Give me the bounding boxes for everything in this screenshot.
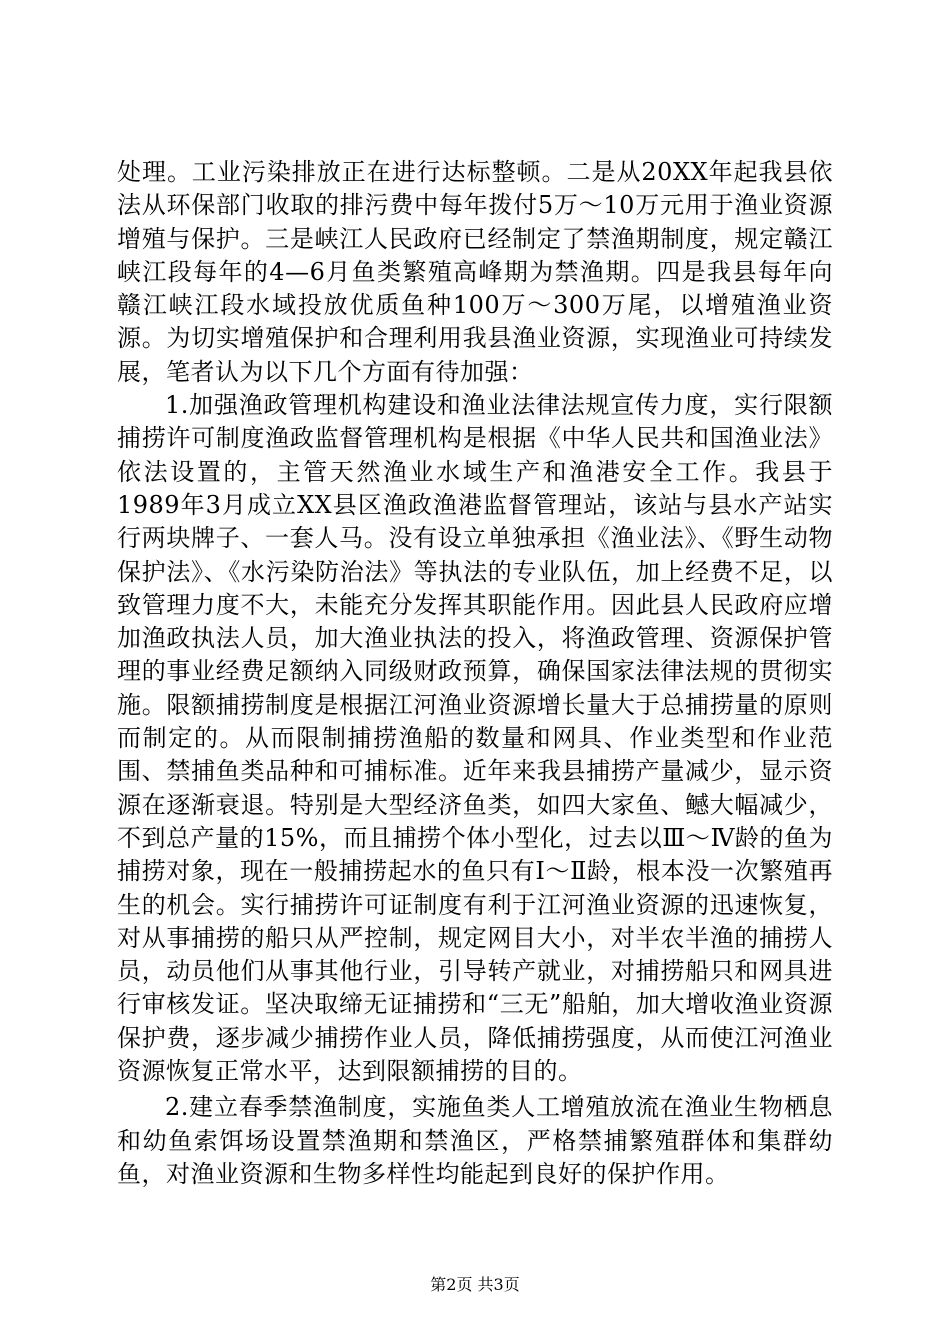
paragraph-item-2: 2.建立春季禁渔制度，实施鱼类人工增殖放流在渔业生物栖息和幼鱼索饵场设置禁渔期和禁渔区，严格禁捕繁殖群体和集群幼鱼，对渔业资源和生物多样性均能起到良好的保护作用。 [117,1093,833,1188]
page-number: 第2页 共3页 [430,1275,520,1294]
paragraph-continuation: 处理。工业污染排放正在进行达标整顿。二是从20XX年起我县依法从环保部门收取的排污费中每年拨付5万～10万元用于渔业资源增殖与保护。三是峡江人民政府已经制定了禁渔期制度，规定赣江峡江段每年的4—6月鱼类繁殖高峰期为禁渔期。四是我县每年向赣江峡江段水域投放优质鱼种100万～300万尾，以增殖渔业资源。为切实增殖保护和合理利用我县渔业资源，实现渔业可持续发展，笔者认为以下几个方面有待加强： [117,158,833,386]
document-body [117,156,833,1191]
page-footer [0,1275,950,1295]
paragraph-item-1: 1.加强渔政管理机构建设和渔业法律法规宣传力度，实行限额捕捞许可制度渔政监督管理机构是根据《中华人民共和国渔业法》依法设置的，主管天然渔业水域生产和渔港安全工作。我县于1989年3月成立XX县区渔政渔港监督管理站，该站与县水产站实行两块牌子、一套人马。没有设立单独承担《渔业法》、《野生动物保护法》、《水污染防治法》等执法的专业队伍，加上经费不足，以致管理力度不大，未能充分发挥其职能作用。因此县人民政府应增加渔政执法人员，加大渔业执法的投入，将渔政管理、资源保护管理的事业经费足额纳入同级财政预算，确保国家法律法规的贯彻实施。限额捕捞制度是根据江河渔业资源增长量大于总捕捞量的原则而制定的。从而限制捕捞渔船的数量和网具、作业类型和作业范围、禁捕鱼类品种和可捕标准。近年来我县捕捞产量减少，显示资源在逐渐衰退。特别是大型经济鱼类，如四大家鱼、鳡大幅减少，不到总产量的15%，而且捕捞个体小型化，过去以Ⅲ～Ⅳ龄的鱼为捕捞对象，现在一般捕捞起水的鱼只有Ⅰ～Ⅱ龄，根本没一次繁殖再生的机会。实行捕捞许可证制度有利于江河渔业资源的迅速恢复，对从事捕捞的船只从严控制，规定网目大小，对半农半渔的捕捞人员，动员他们从事其他行业，引导转产就业，对捕捞船只和网具进行审核发证。坚决取缔无证捕捞和“三无”船舶，加大增收渔业资源保护费，逐步减少捕捞作业人员，降低捕捞强度，从而使江河渔业资源恢复正常水平，达到限额捕捞的目的。 [117,391,833,1086]
